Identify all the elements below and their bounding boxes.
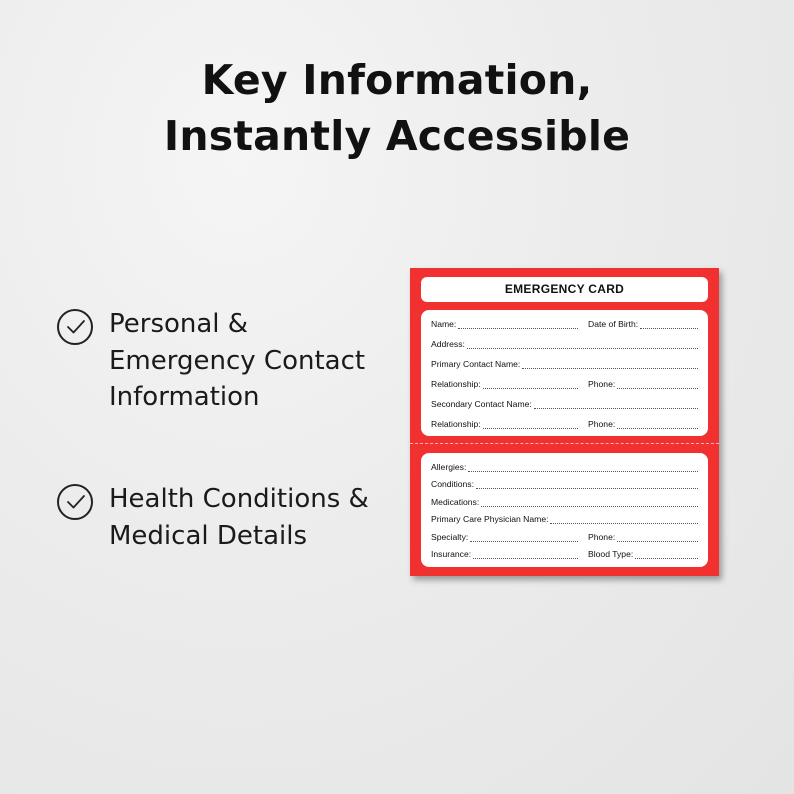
field-label-specialty: Specialty: — [431, 532, 469, 542]
emergency-card — [410, 268, 719, 576]
field-label-conditions: Conditions: — [431, 479, 474, 489]
field-label-address: Address: — [431, 339, 465, 349]
field-label-medications: Medications: — [431, 497, 480, 507]
card-title: EMERGENCY CARD — [421, 277, 708, 302]
field-row-medications — [431, 495, 698, 507]
card-front-panel — [421, 310, 708, 436]
field-row-conditions — [431, 477, 698, 489]
field-label-relationship: Relationship: — [431, 419, 481, 429]
field-label-blood-type: Blood Type: — [588, 549, 634, 559]
field-row-address — [431, 337, 698, 349]
field-label-name: Name: — [431, 319, 457, 329]
feature-text: Health Conditions & Medical Details — [109, 484, 369, 551]
headline-line-2: Instantly Accessible — [163, 112, 631, 160]
field-label-relationship: Relationship: — [431, 379, 481, 389]
field-label-primary-contact: Primary Contact Name: — [431, 359, 521, 369]
feature-text: Personal & Emergency Contact Information — [109, 309, 366, 412]
field-label-allergies: Allergies: — [431, 462, 467, 472]
field-row-relationship-2 — [431, 417, 698, 429]
field-row-secondary-contact — [431, 397, 698, 409]
field-row-physician — [431, 512, 698, 524]
headline-line-1: Key Information, — [201, 56, 593, 104]
headline — [0, 52, 794, 164]
field-row-allergies — [431, 460, 698, 472]
field-label-secondary-contact: Secondary Contact Name: — [431, 399, 532, 409]
field-row-insurance — [431, 547, 698, 559]
field-row-name — [431, 317, 698, 329]
field-label-phone: Phone: — [588, 532, 616, 542]
field-label-insurance: Insurance: — [431, 549, 472, 559]
field-row-primary-contact — [431, 357, 698, 369]
fold-line — [410, 443, 719, 444]
field-label-physician: Primary Care Physician Name: — [431, 514, 549, 524]
field-row-relationship-1 — [431, 377, 698, 389]
card-back-panel — [421, 453, 708, 567]
field-label-phone: Phone: — [588, 379, 616, 389]
check-circle-icon — [57, 484, 93, 520]
field-label-dob: Date of Birth: — [588, 319, 639, 329]
check-circle-icon — [57, 309, 93, 345]
field-label-phone: Phone: — [588, 419, 616, 429]
field-row-specialty — [431, 530, 698, 542]
